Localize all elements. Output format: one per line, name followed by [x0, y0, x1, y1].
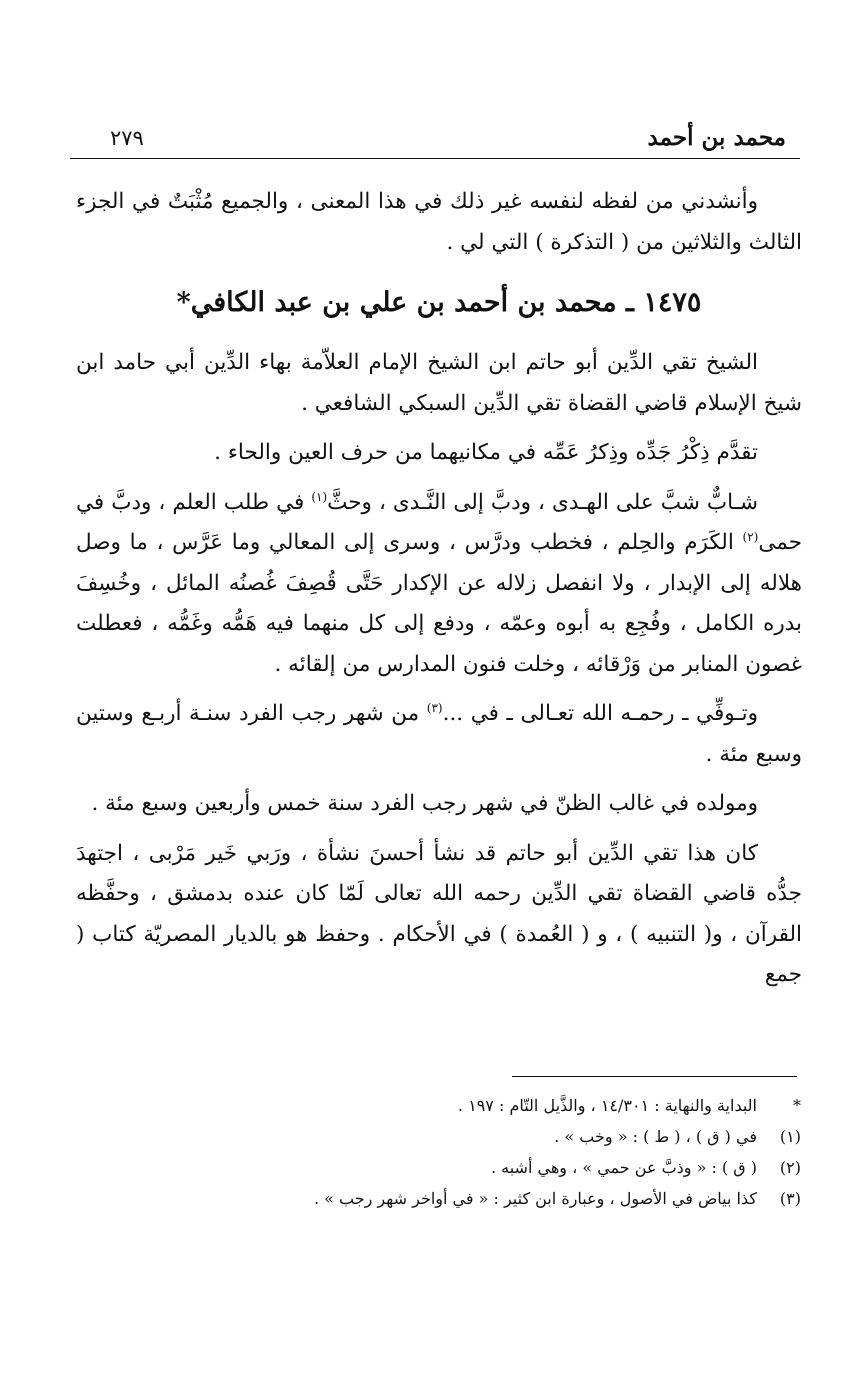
page-header — [70, 120, 800, 160]
text-segment: من شهر رجب الفرد سنـة أربـع وستين وسبع مئة . — [76, 701, 802, 767]
page-number: ٢٧٩ — [110, 126, 144, 150]
text-segment: وتـوفِّي ـ رحمـه الله تعـالى ـ في ... — [442, 701, 758, 726]
text-segment: الكَرَم والحِلم ، فخطب ودرَّس ، وسرى إلى المعالي وما عَرَّس ، ما وصل هلاله إلى الإبدار ، ولا انفصل زلاله عن الإكدار حَتَّى قُصِفَ غُصنُه المائل ، وخُسِفَ بدره الكامل ، وفُجِع به أبوه وعمّه ، ودفع إلى كل منهما فيه هَمُّه وغَمُّه ، فعطلت غصون المنابر من وَرْقائه ، وخلت فنون المدارس من إلقائه . — [76, 530, 802, 677]
footnote-mark: * — [793, 1096, 801, 1115]
footnote-item — [101, 1121, 801, 1152]
paragraph-upbringing: كان هذا تقي الدِّين أبو حاتم قد نشأ أحسنَ نشأة ، ورَبي خَير مَرْبى ، اجتهدَ جدُّه قاضي القضاة تقي الدِّين رحمه الله تعالى لَمّا كان عنده بدمشق ، وحفَّظه القرآن ، و( التنبيه ) ، و ( العُمدة ) في الأحكام . وحفظ هو بالديار المصريّة كتاب ( جمع — [76, 840, 802, 987]
footnote-reference-3[interactable]: (٣) — [426, 700, 443, 715]
header-rule — [70, 158, 800, 159]
footnote-reference-1[interactable]: (١) — [311, 489, 328, 504]
footnote-text: في ( ق ) ، ( ط ) : « وخب » . — [554, 1127, 757, 1146]
footnote-rule — [512, 1076, 797, 1077]
footnote-mark: (٢) — [779, 1158, 801, 1177]
footnote-item — [101, 1152, 801, 1183]
footnote-item — [101, 1090, 801, 1121]
footnote-text: ( ق ) : « وذبَّ عن حمي » ، وهي أشبه . — [490, 1158, 757, 1177]
paragraph-cross-reference: تقدَّم ذِكْرُ جَدِّه وذِكرُ عَمِّه في مكانيهما من حرف العين والحاء . — [214, 440, 758, 465]
paragraph-birth: ومولده في غالب الظنّ في شهر رجب الفرد سنة خمس وأربعين وسبع مئة . — [91, 791, 758, 816]
paragraph-death — [76, 694, 802, 775]
footnote-mark: (١) — [779, 1127, 801, 1146]
footnote-reference-2[interactable]: (٢) — [742, 529, 759, 544]
footnotes — [101, 1090, 801, 1214]
running-head: محمد بن أحمد — [647, 124, 786, 151]
text-segment: شـابٌّ شبَّ على الهـدى ، ودبَّ إلى النَّـدى ، وحثَّ — [327, 489, 759, 515]
footnote-text: كذا بياض في الأصول ، وعبارة ابن كثير : « في أواخر شهر رجب » . — [313, 1189, 757, 1208]
paragraph-lineage: الشيخ تقي الدِّين أبو حاتم ابن الشيخ الإمام العلاّمة بهاء الدِّين أبي حامد ابن شيخ الإسلام قاضي القضاة تقي الدِّين السبكي الشافعي . — [76, 350, 802, 416]
text-segment: في طلب العلم ، ودبَّ في حمى — [76, 489, 802, 555]
footnote-text: البداية والنهاية : ١٤/٣٠١ ، والذَّيل التّام : ١٩٧ . — [457, 1096, 757, 1115]
paragraph-praise — [76, 483, 802, 686]
entry-title: ١٤٧٥ ـ محمد بن أحمد بن علي بن عبد الكافي* — [176, 287, 702, 318]
paragraph-before-entry: وأنشدني من لفظه لنفسه غير ذلك في هذا المعنى ، والجميع مُثْبَتٌ في الجزء الثالث والثلاثين من ( التذكرة ) التي لي . — [76, 189, 802, 255]
footnote-mark: (٣) — [779, 1189, 801, 1208]
main-text — [76, 182, 802, 1005]
footnote-item — [101, 1183, 801, 1214]
